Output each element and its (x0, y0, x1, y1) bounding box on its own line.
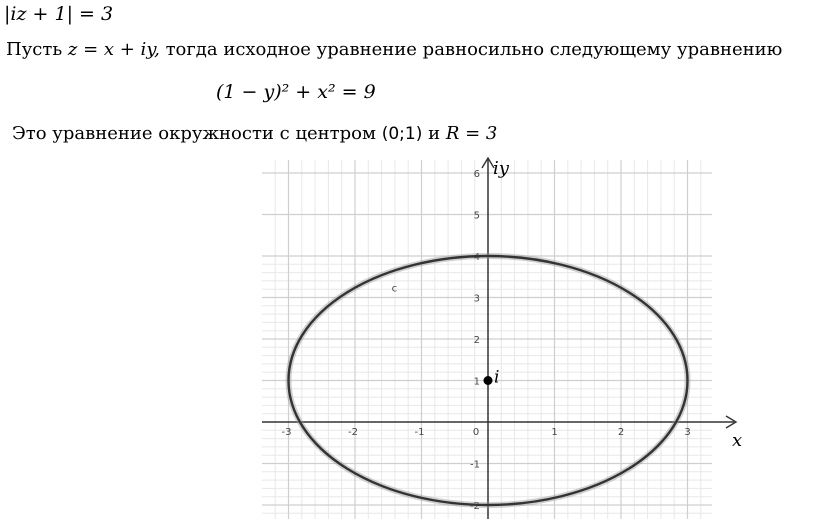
x-tick-label: -3 (281, 427, 292, 438)
y-tick-label: 6 (473, 169, 480, 180)
conclusion-text: Это уравнение окружности с центром (12, 123, 376, 144)
x-tick-label: 2 (617, 427, 625, 438)
substitution-formula: z = x + iy, (67, 39, 160, 60)
x-tick-label: 1 (551, 427, 558, 438)
major-grid (262, 160, 712, 519)
y-tick-label: 3 (473, 293, 480, 305)
center-value: (0;1) (381, 124, 423, 144)
y-tick-label: -2 (470, 501, 480, 512)
conclusion-connector: и (428, 123, 441, 144)
x-tick-label: -2 (348, 427, 358, 438)
main-equation: |iz + 1| = 3 (4, 3, 114, 25)
points (484, 368, 500, 388)
x-tick-label: 0 (472, 427, 480, 438)
x-tick-label: -1 (414, 427, 425, 438)
point-marker (484, 376, 493, 385)
circle-equation: (1 − y)² + x² = 9 (216, 81, 376, 103)
substitution-suffix: тогда исходное уравнение равносильно следующему уравнению (165, 39, 783, 60)
point-label: i (494, 367, 500, 388)
substitution-prefix: Пусть (6, 39, 63, 60)
radius-value: R = 3 (445, 123, 498, 144)
x-axis-label: x (732, 430, 743, 451)
y-tick-label: -1 (470, 459, 480, 471)
y-tick-label: 5 (473, 210, 480, 222)
y-tick-label: 4 (473, 252, 480, 263)
tick-labels (282, 169, 691, 512)
curve-label: c (391, 283, 398, 295)
x-tick-label: 3 (684, 427, 691, 438)
y-axis-label: iy (493, 158, 509, 179)
y-tick-label: 1 (473, 376, 480, 388)
y-tick-label: 2 (473, 335, 480, 346)
